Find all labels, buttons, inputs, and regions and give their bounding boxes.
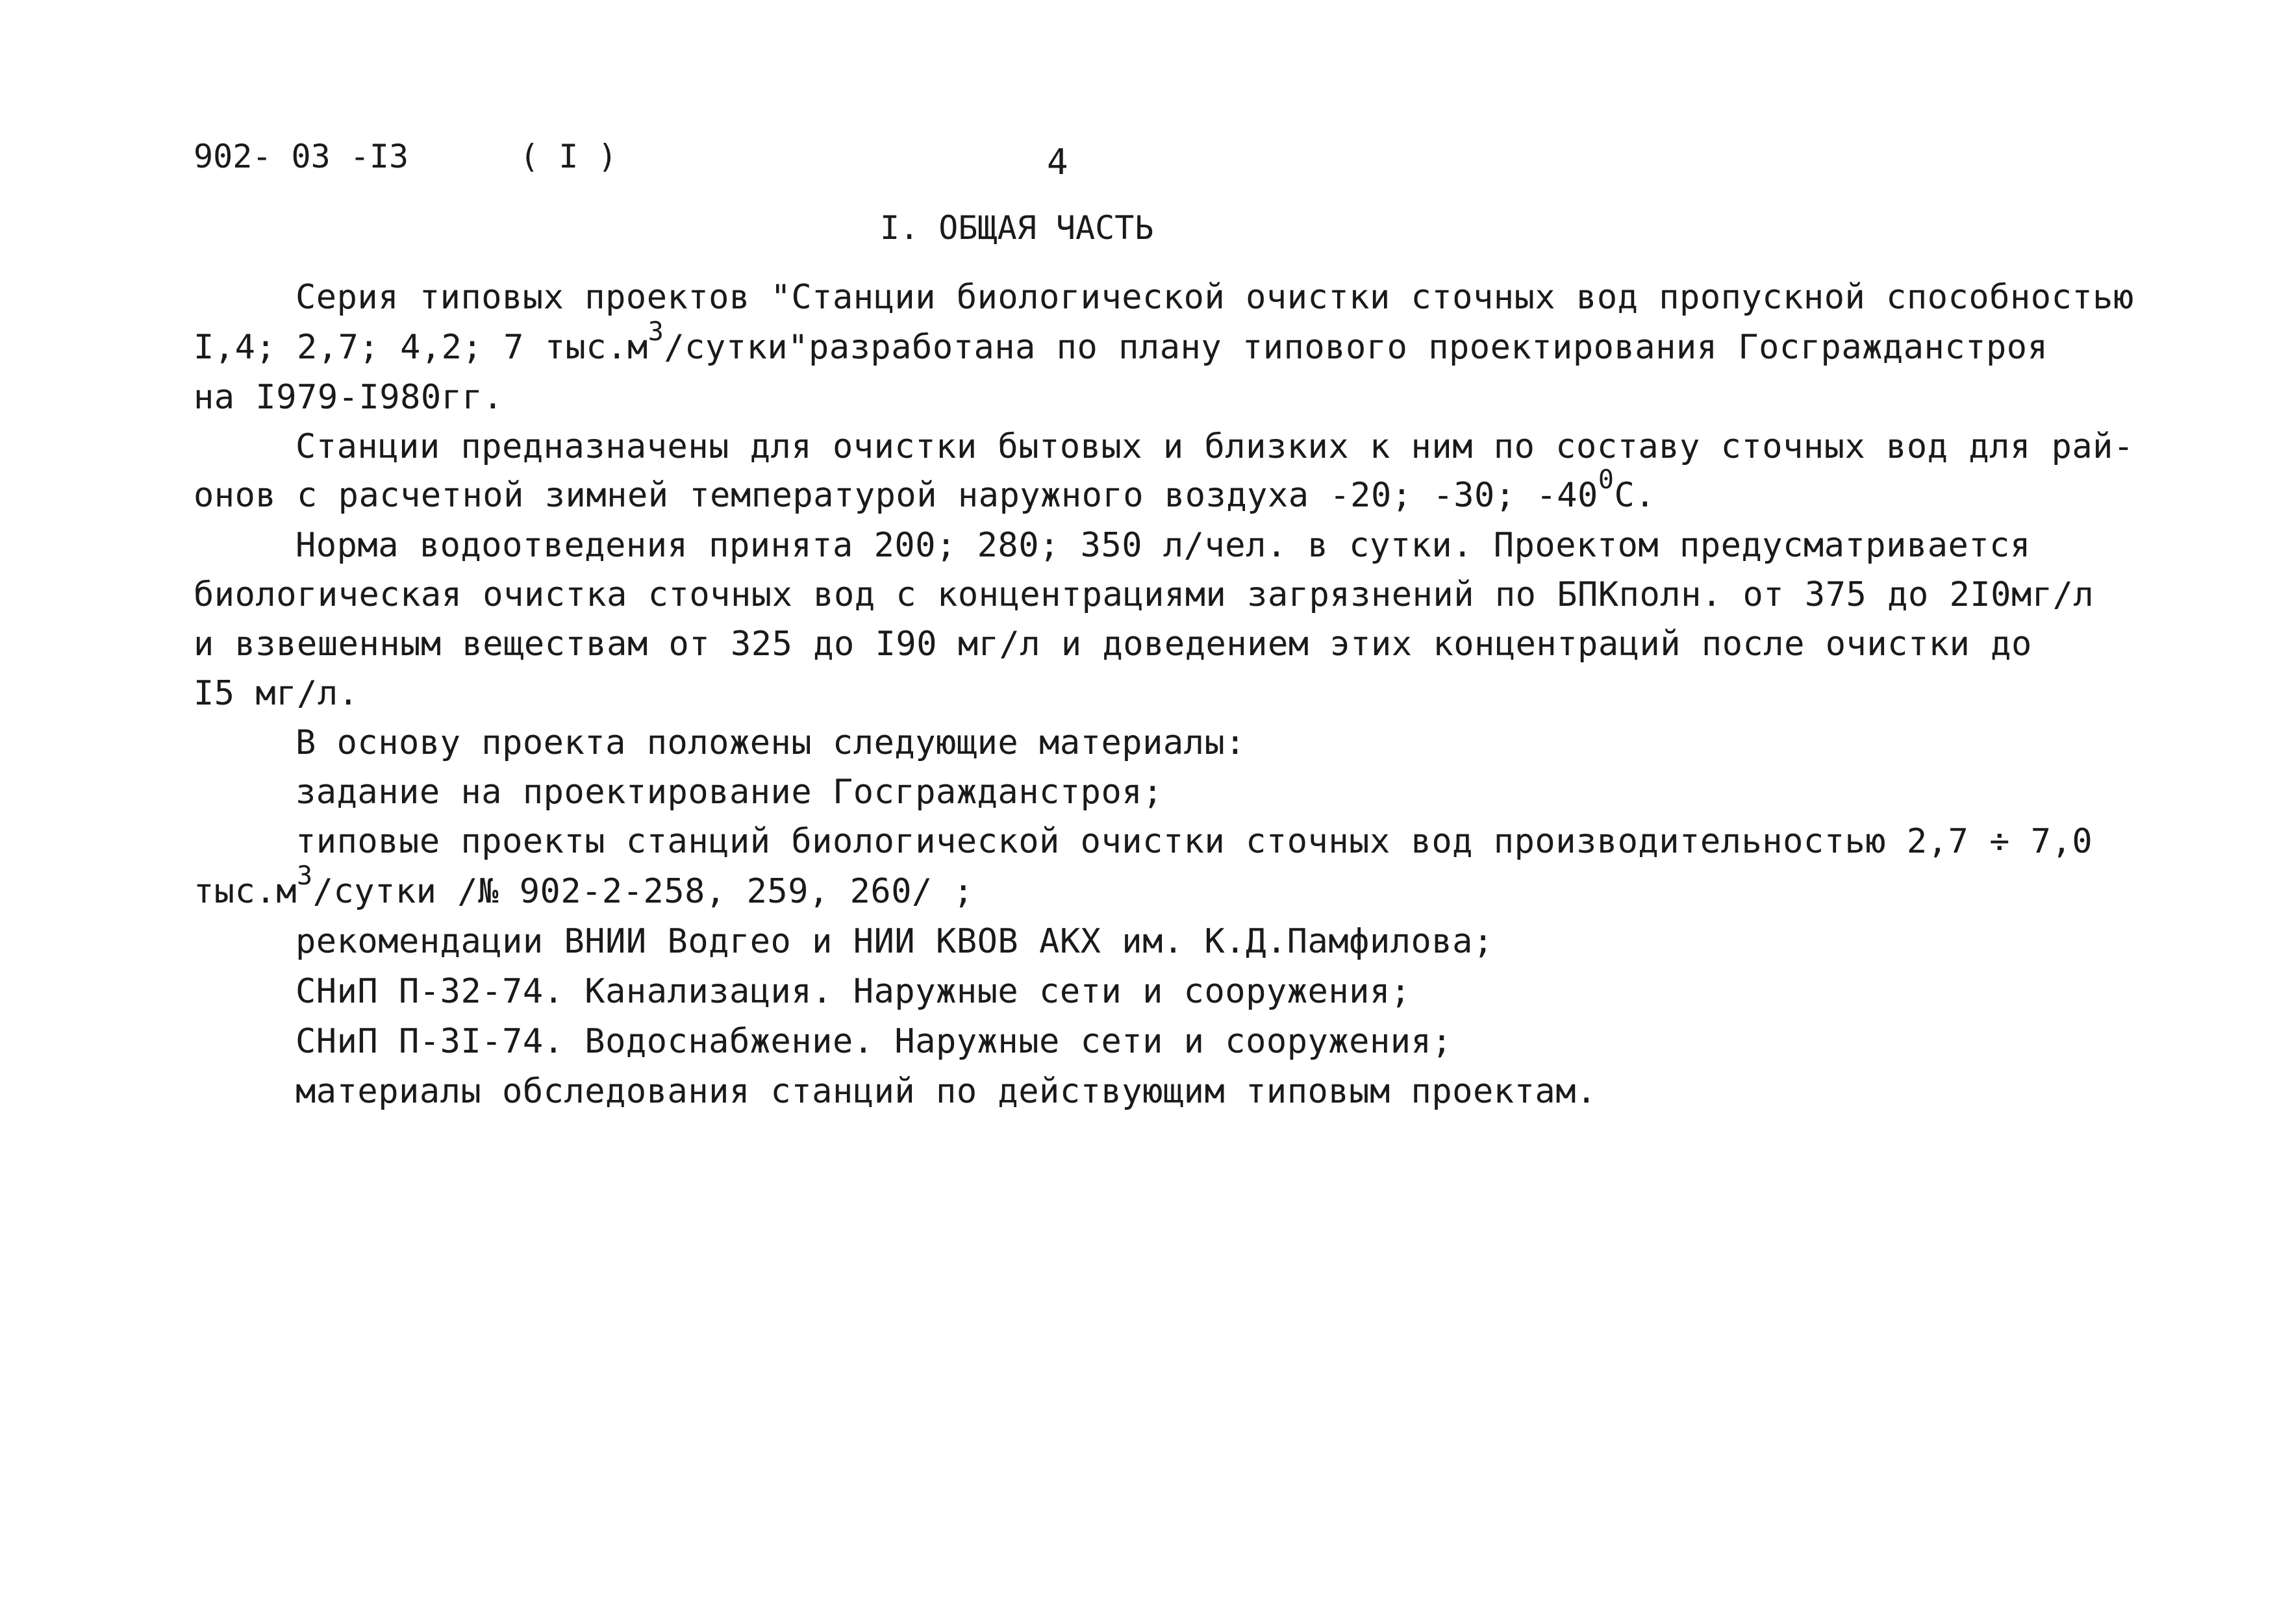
line-text: I,4; 2,7; 4,2; 7 тыс.м: [194, 328, 648, 367]
section-title: I. ОБЩАЯ ЧАСТЬ: [880, 209, 1154, 247]
line-text: /сутки"разработана по плану типового проектирования Госгражданстроя: [664, 328, 2048, 367]
paragraph-line: Норма водоотведения принята 200; 280; 350 л/чел. в сутки. Проектом предусматривается: [295, 526, 2031, 565]
paragraph-line: В основу проекта положены следующие материалы:: [295, 723, 1246, 762]
paragraph-line: [194, 465, 1656, 515]
list-item: типовые проекты станций биологической очистки сточных вод производительностью 2,7 ÷ 7,0: [295, 822, 2093, 861]
document-code: 902- 03 -I3: [194, 138, 409, 175]
superscript: 3: [647, 317, 664, 347]
line-text: онов с расчетной зимней температурой наружного воздуха -20; -30; -40: [194, 476, 1598, 515]
list-item: задание на проектирование Госгражданстроя;: [295, 773, 1163, 812]
list-item: СНиП П-3I-74. Водоснабжение. Наружные сети и сооружения;: [295, 1022, 1453, 1061]
line-text: С.: [1614, 476, 1656, 515]
superscript: 0: [1598, 465, 1615, 495]
page-number: 4: [1047, 142, 1068, 182]
paragraph-line: биологическая очистка сточных вод с концентрациями загрязнений по БПКполн. от 375 до 2I0мг/л: [194, 575, 2094, 614]
line-text: /сутки /№ 902-2-258, 259, 260/ ;: [312, 872, 974, 911]
paragraph-line: I5 мг/л.: [194, 674, 359, 713]
paragraph-line: и взвешенным веществам от 325 до I90 мг/л и доведением этих концентраций после очистки до: [194, 625, 2032, 664]
part-number: ( I ): [520, 138, 618, 175]
paragraph-line: Серия типовых проектов "Станции биологической очистки сточных вод пропускной способностью: [295, 278, 2134, 317]
list-item: материалы обследования станций по действующим типовым проектам.: [295, 1072, 1597, 1111]
paragraph-line: на I979-I980гг.: [194, 378, 504, 417]
superscript: 3: [297, 861, 313, 891]
paragraph-line: [194, 317, 2048, 367]
paragraph-line: Станции предназначены для очистки бытовых и близких к ним по составу сточных вод для рай-: [295, 427, 2134, 466]
list-item: [194, 861, 974, 911]
line-text: тыс.м: [194, 872, 297, 911]
list-item: рекомендации ВНИИ Водгео и НИИ КВОВ АКХ им. К.Д.Памфилова;: [295, 922, 1494, 961]
list-item: СНиП П-32-74. Канализация. Наружные сети и сооружения;: [295, 972, 1411, 1011]
